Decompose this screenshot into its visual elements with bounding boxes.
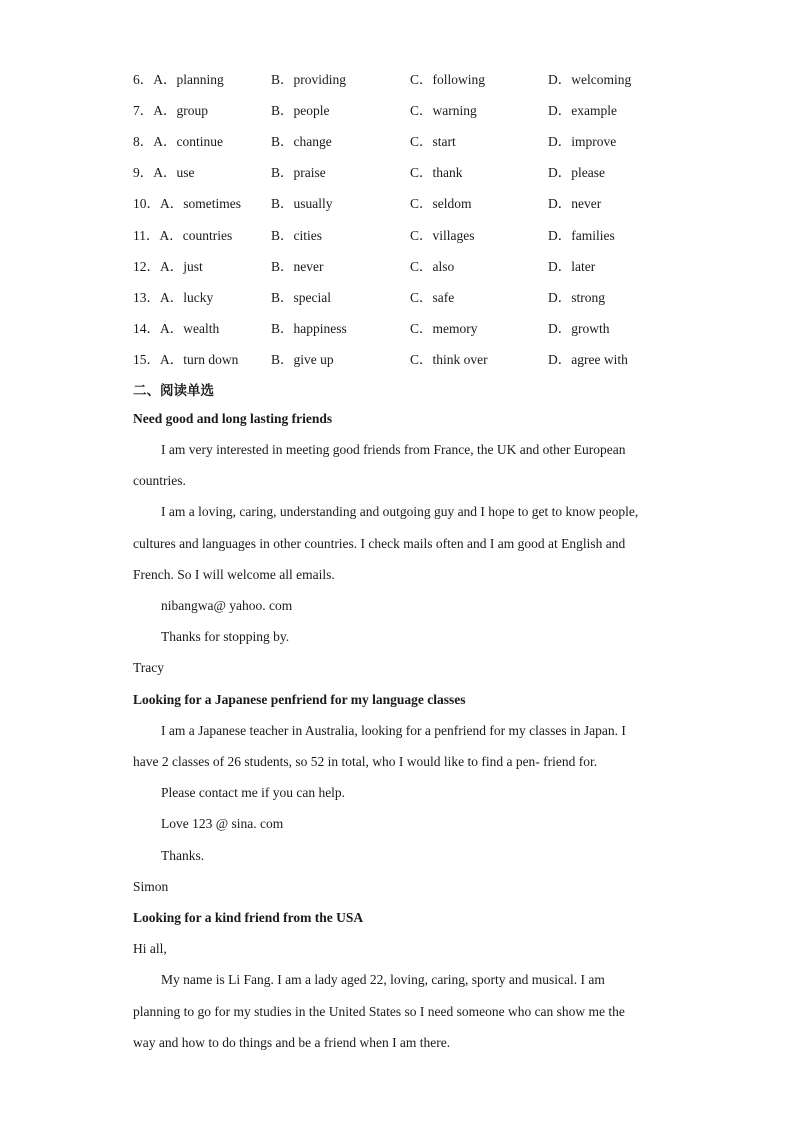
option-d: D．strong (548, 290, 605, 305)
ad-heading: Need good and long lasting friends (133, 411, 333, 426)
option-row (133, 130, 693, 150)
option-c: C．villages (410, 228, 475, 243)
ad-email: nibangwa@ yahoo. com (161, 598, 293, 613)
option-row (133, 224, 693, 244)
option-c: C．think over (410, 352, 488, 367)
option-d: D．welcoming (548, 72, 632, 87)
option-a: 10．A．sometimes (133, 196, 241, 211)
option-d: D．never (548, 196, 602, 211)
option-b: B．change (271, 134, 332, 149)
option-row (133, 286, 693, 306)
option-row (133, 68, 693, 88)
ad-signature: Simon (133, 879, 169, 894)
option-a: 6．A．planning (133, 72, 224, 87)
ad-heading: Looking for a Japanese penfriend for my language classes (133, 692, 466, 707)
ad-paragraph-line: My name is Li Fang. I am a lady aged 22, loving, caring, sporty and musical. I am (161, 972, 605, 987)
ad-thanks: Thanks. (161, 848, 205, 863)
option-row (133, 192, 693, 212)
option-a: 9．A．use (133, 165, 195, 180)
section-title: 二、阅读单选 (133, 383, 214, 399)
ad-paragraph-line: have 2 classes of 26 students, so 52 in total, who I would like to find a pen- friend for. (133, 754, 598, 769)
ad-thanks: Thanks for stopping by. (161, 629, 290, 644)
option-row (133, 99, 693, 119)
option-a: 15．A．turn down (133, 352, 239, 367)
option-d: D．later (548, 259, 596, 274)
option-b: B．happiness (271, 321, 347, 336)
option-b: B．give up (271, 352, 334, 367)
option-c: C．seldom (410, 196, 472, 211)
option-row (133, 348, 693, 368)
option-b: B．special (271, 290, 331, 305)
option-c: C．also (410, 259, 455, 274)
option-b: B．never (271, 259, 324, 274)
option-row (133, 255, 693, 275)
option-a: 8．A．continue (133, 134, 223, 149)
ad-paragraph-line: I am a Japanese teacher in Australia, looking for a penfriend for my classes in Japan. I (161, 723, 626, 738)
option-d: D．example (548, 103, 617, 118)
option-a: 12．A．just (133, 259, 203, 274)
ad-greeting: Hi all, (133, 941, 167, 956)
option-d: D．growth (548, 321, 610, 336)
option-c: C．thank (410, 165, 463, 180)
option-b: B．praise (271, 165, 326, 180)
option-c: C．following (410, 72, 486, 87)
option-a: 14．A．wealth (133, 321, 220, 336)
ad-heading: Looking for a kind friend from the USA (133, 910, 364, 925)
option-c: C．warning (410, 103, 477, 118)
option-a: 7．A．group (133, 103, 208, 118)
option-c: C．safe (410, 290, 455, 305)
option-row (133, 317, 693, 337)
ad-paragraph-line: I am very interested in meeting good friends from France, the UK and other European (161, 442, 626, 457)
ad-paragraph-line: planning to go for my studies in the United States so I need someone who can show me the (133, 1004, 625, 1019)
option-b: B．people (271, 103, 330, 118)
ad-paragraph-line: I am a loving, caring, understanding and outgoing guy and I hope to get to know people, (161, 504, 639, 519)
option-c: C．memory (410, 321, 478, 336)
option-d: D．families (548, 228, 615, 243)
option-b: B．providing (271, 72, 347, 87)
ad-paragraph-line: countries. (133, 473, 186, 488)
option-row (133, 161, 693, 181)
ad-email: Love 123 @ sina. com (161, 816, 284, 831)
ad-paragraph-line: way and how to do things and be a friend when I am there. (133, 1035, 451, 1050)
option-c: C．start (410, 134, 456, 149)
option-a: 11．A．countries (133, 228, 233, 243)
option-b: B．cities (271, 228, 322, 243)
option-d: D．please (548, 165, 605, 180)
ad-paragraph-line: French. So I will welcome all emails. (133, 567, 335, 582)
ad-contact: Please contact me if you can help. (161, 785, 346, 800)
option-d: D．agree with (548, 352, 628, 367)
option-d: D．improve (548, 134, 617, 149)
option-b: B．usually (271, 196, 333, 211)
option-a: 13．A．lucky (133, 290, 214, 305)
ad-paragraph-line: cultures and languages in other countries. I check mails often and I am good at English and (133, 536, 626, 551)
ad-signature: Tracy (133, 660, 165, 675)
